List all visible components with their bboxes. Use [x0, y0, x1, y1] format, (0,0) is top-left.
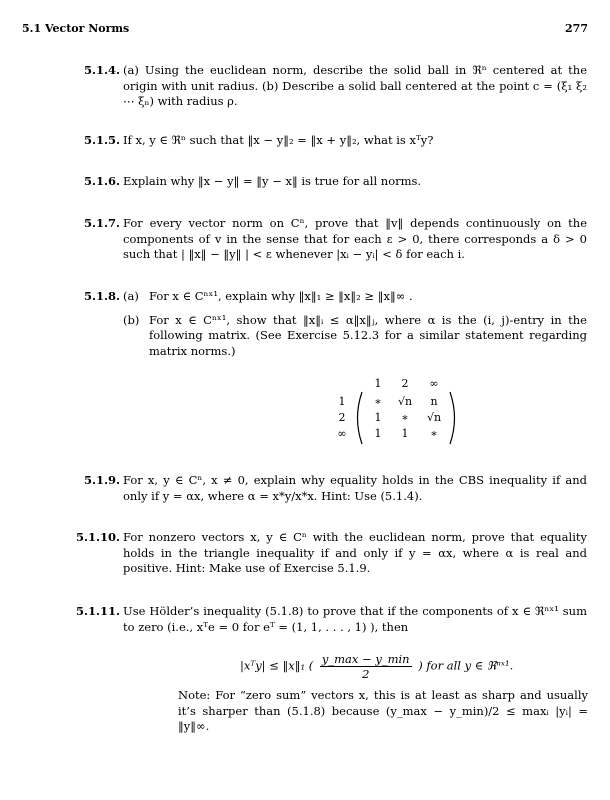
exercise-text: (a) Using the euclidean norm, describe the solid ball in ℜⁿ centered at the origin with unit radius. (b) Describe a solid ball centered at the point c = (ξ₁ ξ₂ ⋯ ξₙ) with radius ρ. — [123, 63, 587, 108]
exercise-text: For x, y ∈ Cⁿ, x ≠ 0, explain why equality holds in the CBS inequality if and only if y = αx, where α = x*y/x*x. Hint: Use (5.1.4). — [123, 473, 587, 503]
exercise-number: 5.1.5. — [83, 133, 120, 147]
part-b — [123, 313, 587, 360]
exercise-5-1-5 — [83, 133, 587, 149]
row-header: ∞ — [337, 427, 347, 440]
note-paragraph: Note: For “zero sum” vectors x, this is at least as sharp and usually it’s sharper than (5.1.8) because (y_max − y_min)/2 ≤ maxᵢ |yᵢ| = ‖y‖∞. — [178, 688, 588, 733]
exercise-5-1-6 — [83, 174, 587, 190]
matrix-cell: ∗ — [430, 427, 438, 440]
exercise-number: 5.1.6. — [83, 174, 120, 188]
running-header-section: 5.1 Vector Norms — [22, 22, 130, 35]
col-header: 1 — [374, 377, 382, 390]
exercise-text: Explain why ‖x − y‖ = ‖y − x‖ is true for all norms. — [123, 174, 422, 188]
fraction-denominator: 2 — [362, 667, 370, 681]
norm-matrix — [335, 377, 475, 445]
exercise-text: Use Hölder’s inequality (5.1.8) to prove that if the components of x ∈ ℜⁿˣ¹ sum to zero (i.e., xᵀe = 0 for eᵀ = (1, 1, . . . , 1) ), then — [123, 604, 587, 634]
formula-fraction — [320, 652, 412, 681]
exercise-text: If x, y ∈ ℜⁿ such that ‖x − y‖₂ = ‖x + y‖₂, what is xᵀy? — [123, 133, 434, 147]
exercise-number: 5.1.8. — [83, 289, 120, 303]
col-header: ∞ — [429, 377, 439, 390]
formula-rhs: ) for all y ∈ ℜⁿˣ¹. — [418, 658, 514, 673]
col-header: 2 — [401, 377, 409, 390]
matrix-cell: √n — [426, 411, 442, 424]
exercise-number: 5.1.9. — [83, 473, 120, 487]
exercise-text: For every vector norm on Cⁿ, prove that ‖v‖ depends continuously on the components of v in the sense that for each ε > 0, there corresponds a δ > 0 such that | ‖x‖ − ‖y‖ | < ε whenever |xᵢ − yᵢ| < δ for each i. — [123, 216, 587, 261]
exercise-text: For nonzero vectors x, y ∈ Cⁿ with the euclidean norm, prove that equality holds in the triangle inequality if and only if y = αx, where α is real and positive. Hint: Make use of Exercise 5.1.9. — [123, 530, 587, 575]
formula-lhs: |xᵀy| ≤ ‖x‖₁ ( — [240, 658, 314, 673]
exercise-number: 5.1.11. — [75, 604, 120, 618]
part-label: (a) — [123, 289, 139, 303]
matrix-cell: 1 — [401, 427, 409, 440]
matrix-cell: √n — [397, 395, 413, 408]
exercise-5-1-9 — [83, 473, 587, 504]
holder-formula — [240, 652, 513, 681]
part-a — [123, 289, 587, 305]
exercise-5-1-10 — [75, 530, 587, 577]
row-header: 2 — [338, 411, 346, 424]
matrix-cell: 1 — [374, 427, 382, 440]
page-number: 277 — [565, 22, 588, 35]
matrix-cell: n — [430, 395, 438, 408]
matrix-cell: 1 — [374, 411, 382, 424]
matrix-cell: ∗ — [374, 395, 382, 408]
fraction-numerator: y_max − y_min — [321, 652, 410, 666]
row-header: 1 — [338, 395, 346, 408]
exercise-5-1-4 — [83, 63, 587, 110]
part-a-text: For x ∈ Cⁿˣ¹, explain why ‖x‖₁ ≥ ‖x‖₂ ≥ ‖x‖∞ . — [149, 289, 413, 303]
exercise-number: 5.1.10. — [75, 530, 120, 544]
part-b-text: For x ∈ Cⁿˣ¹, show that ‖x‖ᵢ ≤ α‖x‖ⱼ, where α is the (i, j)-entry in the following matrix. (See Exercise 5.12.3 for a similar statement regarding matrix norms.) — [149, 312, 587, 358]
exercise-5-1-7 — [83, 216, 587, 263]
matrix-cell: ∗ — [401, 411, 409, 424]
part-label: (b) — [123, 312, 140, 327]
exercise-5-1-11 — [75, 604, 587, 635]
exercise-number: 5.1.7. — [83, 216, 120, 230]
exercise-5-1-8 — [83, 289, 587, 359]
exercise-number: 5.1.4. — [83, 63, 120, 77]
